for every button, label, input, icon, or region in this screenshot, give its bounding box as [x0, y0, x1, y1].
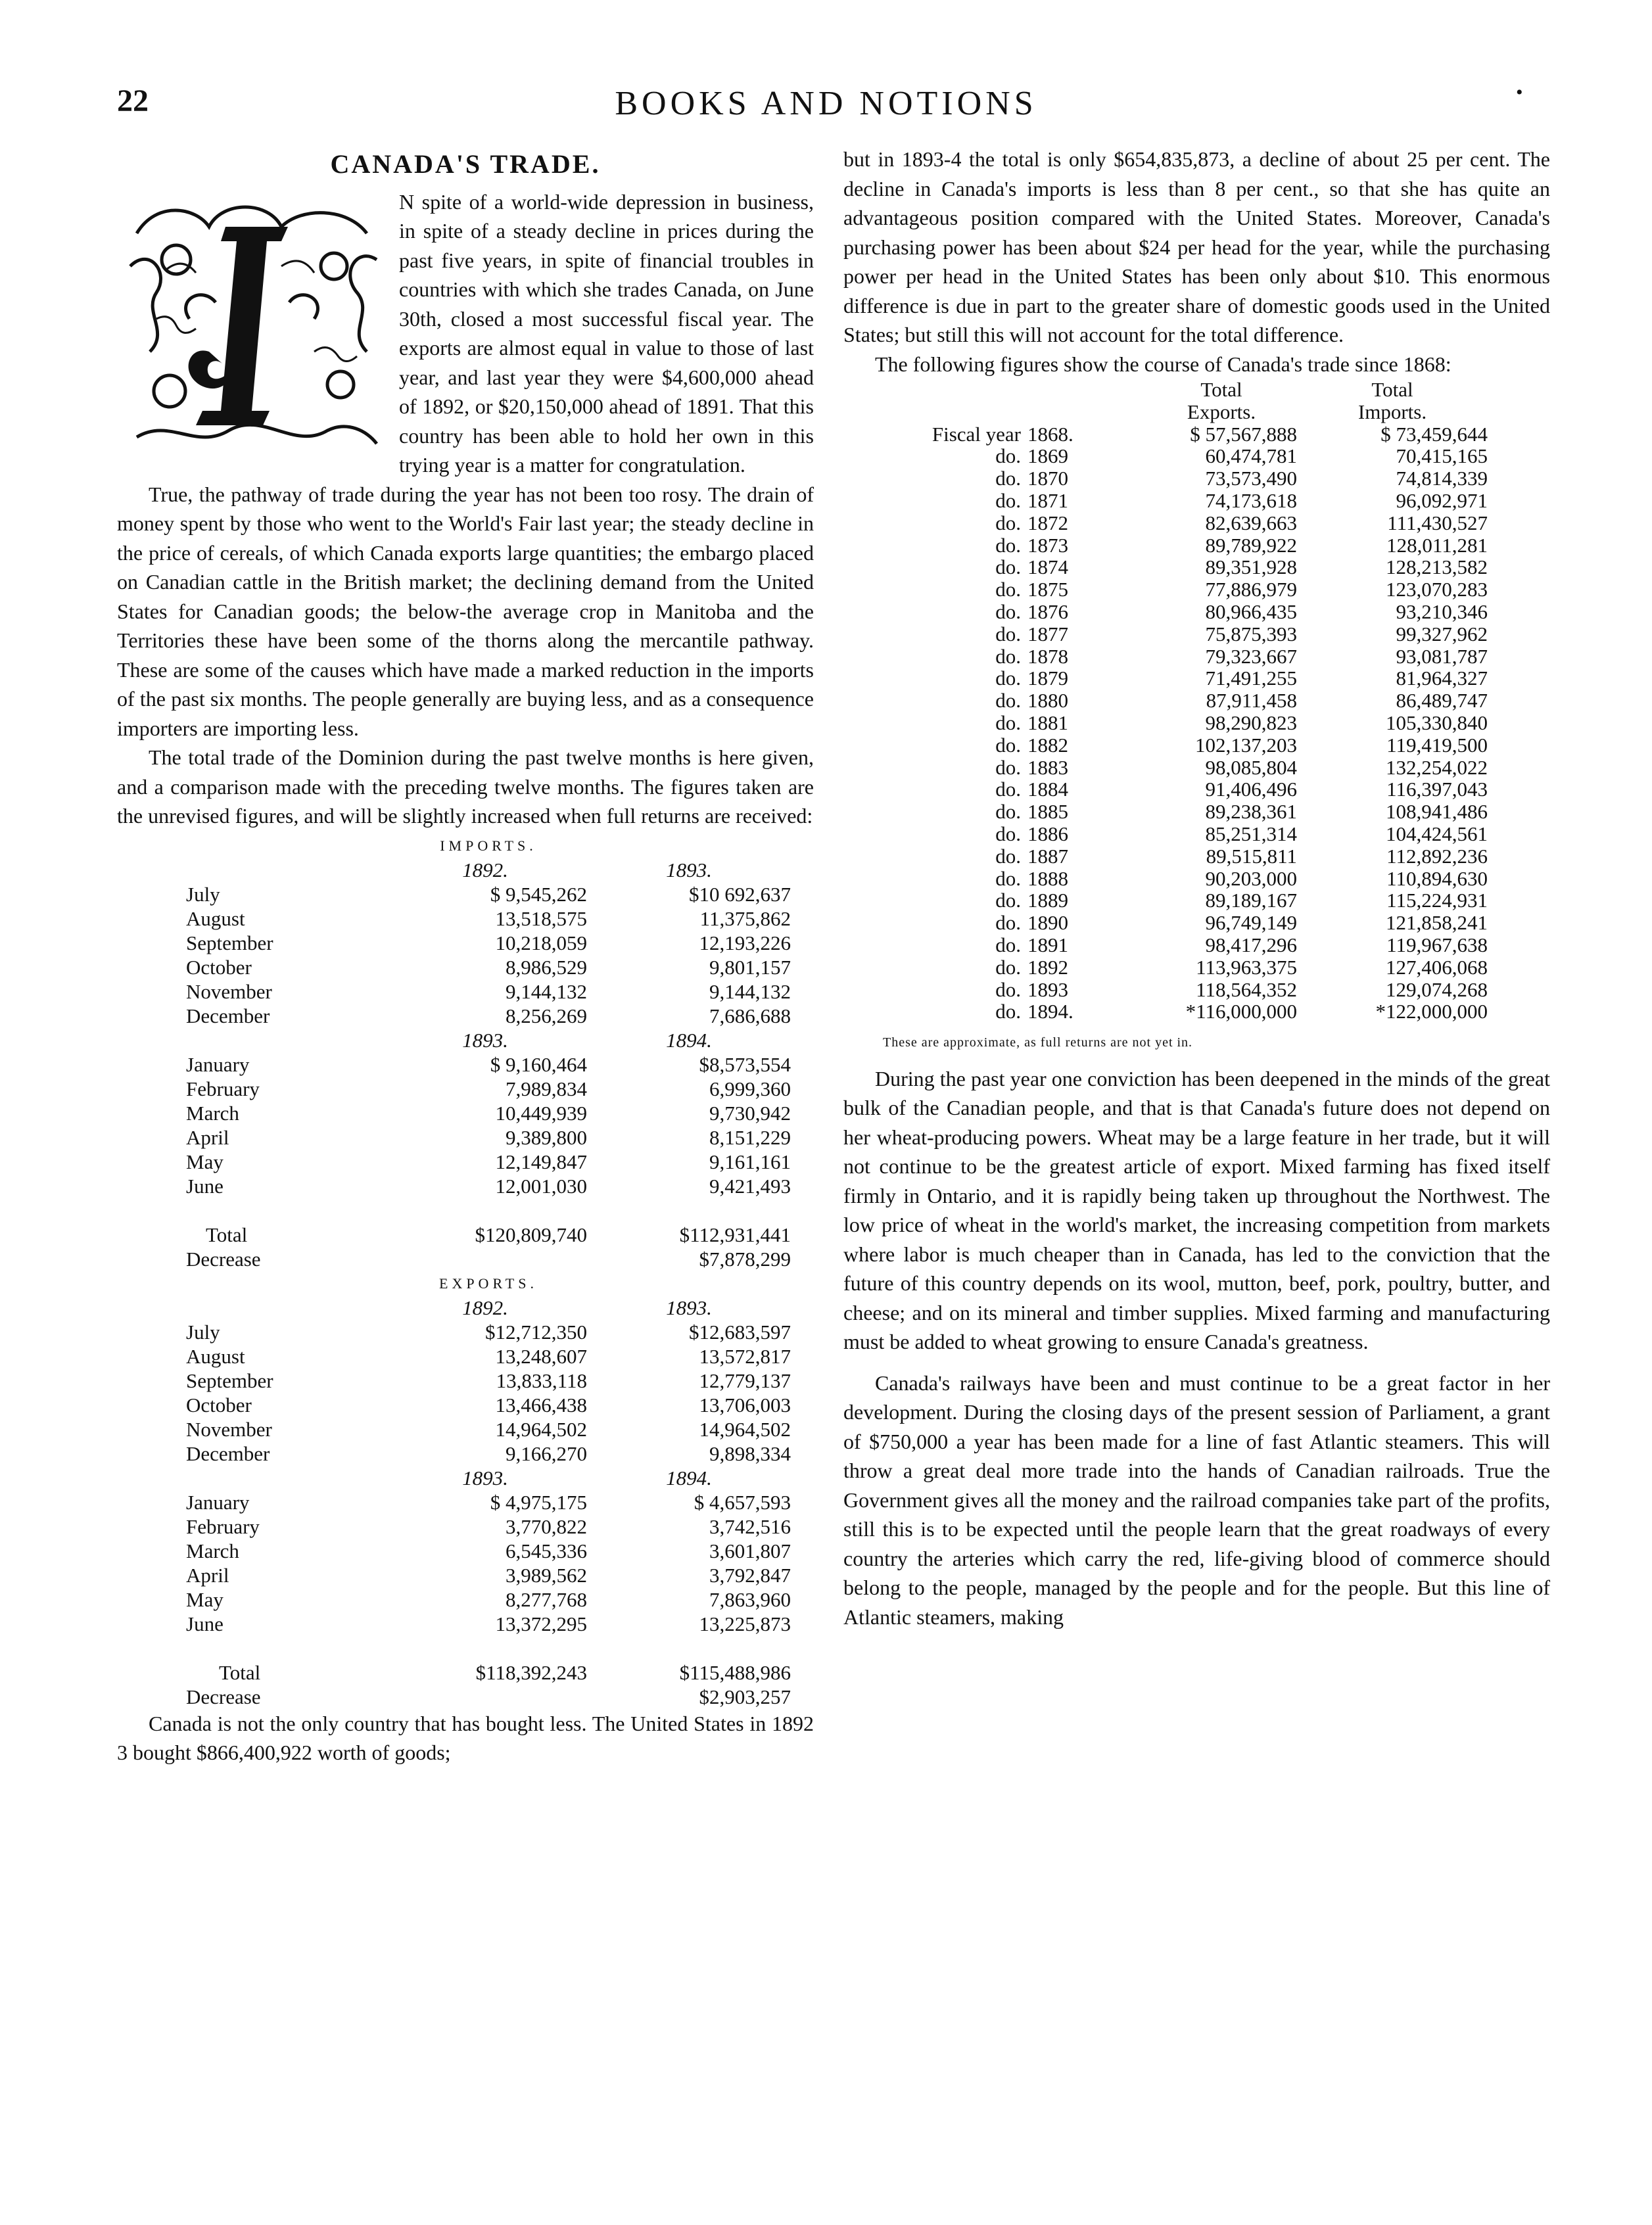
- year-label: 1892.: [462, 858, 508, 881]
- row-label: do.: [995, 533, 1021, 557]
- exports-value: 73,573,490: [1205, 467, 1297, 490]
- header-mark: •: [1516, 82, 1523, 103]
- row-label: do.: [995, 778, 1021, 801]
- fiscal-year: 1887: [1027, 844, 1068, 868]
- imports-value: 70,415,165: [1396, 444, 1488, 468]
- table-row: February 7,989,834 6,999,360: [186, 1077, 791, 1100]
- fiscal-year: 1882: [1027, 733, 1068, 757]
- imports-value: 119,419,500: [1386, 733, 1488, 757]
- fiscal-year: 1893: [1027, 977, 1068, 1001]
- table-row: [896, 845, 1488, 868]
- imports-value: 96,092,971: [1396, 488, 1488, 512]
- year-label: 1892.: [462, 1296, 508, 1319]
- paragraph-railways: Canada's railways have been and must continue to be a great factor in her development. During the closing days of the present session of Parliament, a grant of $750,000 a year has been made for a line of fast Atlantic steamers. This will throw a great deal more trade into the hands of Canadian railroads. True the Government gives all the money and the railroad companies take part of the profits, still this is to be expected until the people learn that the great roadways of every country the arteries which carry the red, life-giving blood of commerce should belong to the people, managed by the people and for the people. But this line of Atlantic steamers, making: [843, 1370, 1550, 1629]
- total-row: Total $118,392,243 $115,488,986: [219, 1660, 791, 1684]
- paragraph-total-trade: The total trade of the Dominion during the past twelve months is here given, and a comparison made with the preceding twelve months. The figures taken are the unrevised figures, and will be slightly increased when full returns are received:: [117, 745, 814, 828]
- table-row: October 13,466,438 13,706,003: [186, 1393, 791, 1417]
- row-label: do.: [995, 844, 1021, 868]
- imports-value: 93,210,346: [1396, 599, 1488, 623]
- imports-value: 93,081,787: [1396, 644, 1488, 668]
- table-row: [896, 512, 1488, 534]
- imports-value: 81,964,327: [1396, 667, 1488, 690]
- exports-value: 98,085,804: [1205, 755, 1297, 779]
- table-row: September 10,218,059 12,193,226: [186, 931, 791, 954]
- imports-value: 128,011,281: [1386, 533, 1488, 557]
- fiscal-year: 1883: [1027, 755, 1068, 779]
- fiscal-year: 1869: [1027, 444, 1068, 468]
- fiscal-table: [896, 379, 1488, 1023]
- exports-value: 71,491,255: [1205, 667, 1297, 690]
- table-row: [896, 645, 1488, 668]
- exports-value: 82,639,663: [1205, 511, 1297, 534]
- page-header: [0, 79, 1652, 138]
- imports-value: 128,213,582: [1386, 555, 1488, 579]
- left-column: [117, 145, 814, 1768]
- table-row: [896, 778, 1488, 801]
- footnote: These are approximate, as full returns are not yet in.: [883, 1035, 1193, 1050]
- fiscal-year: 1894.: [1027, 1000, 1074, 1023]
- exports-value: 60,474,781: [1205, 444, 1297, 468]
- table-row: [896, 712, 1488, 734]
- row-label: do.: [995, 955, 1021, 979]
- exports-value: 80,966,435: [1205, 599, 1297, 623]
- row-label: do.: [995, 689, 1021, 713]
- row-label: do.: [995, 667, 1021, 690]
- column-header-imports: Imports.: [1357, 400, 1427, 423]
- paragraph-not-only-country: Canada is not the only country that has bought less. The United States in 1892 3 bought $866,400,922 worth of goods;: [117, 1711, 814, 1764]
- fiscal-year: 1874: [1027, 555, 1068, 579]
- imports-value: 121,858,241: [1386, 911, 1488, 935]
- fiscal-year: 1884: [1027, 778, 1068, 801]
- table-row: [896, 578, 1488, 601]
- exports-value: 118,564,352: [1196, 977, 1297, 1001]
- year-label: 1893.: [666, 858, 712, 881]
- imports-value: 112,892,236: [1386, 844, 1488, 868]
- exports-value: 102,137,203: [1195, 733, 1297, 757]
- table-row: [896, 734, 1488, 757]
- fiscal-year: 1875: [1027, 578, 1068, 601]
- table-row: [896, 601, 1488, 623]
- row-label: do.: [995, 1000, 1021, 1023]
- fiscal-year: 1888: [1027, 866, 1068, 890]
- imports-value: 110,894,630: [1386, 866, 1488, 890]
- table-row: [896, 490, 1488, 512]
- imports-heading: IMPORTS.: [440, 837, 537, 854]
- table-row: [896, 757, 1488, 779]
- imports-value: 86,489,747: [1396, 689, 1488, 713]
- fiscal-year: 1871: [1027, 488, 1068, 512]
- row-label: do.: [995, 755, 1021, 779]
- row-label: do.: [995, 467, 1021, 490]
- year-label: 1894.: [666, 1466, 712, 1489]
- intro-paragraph: N spite of a world-wide depression in business, in spite of a steady decline in prices during the past five years, in spite of financial troubles in countries with which she trades Canada, on June 30th, closed a most successful fiscal year. The exports are almost equal in value to those of last year, and last year they were $4,600,000 ahead of 1892, or $20,150,000 ahead of 1891. That this country has been able to hold her own in this trying year is a matter for congratulation.: [399, 189, 814, 477]
- row-label: do.: [995, 866, 1021, 890]
- imports-value: 108,941,486: [1386, 800, 1488, 824]
- exports-value: 74,173,618: [1205, 488, 1297, 512]
- table-row: July $ 9,545,262 $10 692,637: [186, 882, 791, 906]
- table-row: [896, 889, 1488, 912]
- exports-value: 96,749,149: [1205, 911, 1297, 935]
- fiscal-year: 1873: [1027, 533, 1068, 557]
- table-row: July $12,712,350 $12,683,597: [186, 1320, 791, 1344]
- imports-table: [186, 833, 791, 1271]
- imports-value: 132,254,022: [1386, 755, 1488, 779]
- row-label: do.: [995, 644, 1021, 668]
- exports-value: 89,789,922: [1205, 533, 1297, 557]
- imports-value: 116,397,043: [1386, 778, 1488, 801]
- fiscal-year: 1890: [1027, 911, 1068, 935]
- fiscal-year: 1879: [1027, 667, 1068, 690]
- imports-value: 127,406,068: [1386, 955, 1488, 979]
- row-label: do.: [995, 733, 1021, 757]
- imports-value: 119,967,638: [1386, 933, 1488, 956]
- table-row: [896, 467, 1488, 490]
- exports-value: 79,323,667: [1205, 644, 1297, 668]
- fiscal-year: 1889: [1027, 889, 1068, 912]
- paragraph-conviction: During the past year one conviction has been deepened in the minds of the great bulk of the Canadian people, and that is that Canada's future does not depend on her wheat-producing powers. Wheat may be a large feature in her trade, but it will not continue to be the greatest article of export. Mixed farming has fixed itself firmly in Ontario, and it is rapidly being taken up throughout the Northwest. The low price of wheat in the world's market, the increasing competition from markets where labor is much cheaper than in Canada, has led to the conviction that the future of this country depends on its wool, mutton, beef, pork, poultry, butter, and cheese; and on its mineral and timber supplies. Mixed farming and manufacturing must be added to wheat growing to ensure Canada's greatness.: [843, 1066, 1550, 1354]
- right-column: [843, 145, 1550, 1631]
- paragraph-figures-intro: The following figures show the course of Canada's trade since 1868:: [875, 352, 1451, 376]
- exports-value: 85,251,314: [1205, 822, 1297, 845]
- total-row: Total $120,809,740 $112,931,441: [206, 1223, 791, 1246]
- exports-value: 113,963,375: [1196, 955, 1297, 979]
- intro-block: [117, 187, 814, 480]
- row-label: Fiscal year: [932, 422, 1021, 446]
- fiscal-year: 1877: [1027, 622, 1068, 645]
- table-row: August 13,518,575 11,375,862: [186, 906, 791, 930]
- imports-value: 129,074,268: [1386, 977, 1488, 1001]
- table-row: March 10,449,939 9,730,942: [186, 1101, 791, 1125]
- table-row: [896, 534, 1488, 557]
- row-label: do.: [995, 800, 1021, 824]
- year-label: 1893.: [462, 1028, 508, 1052]
- exports-value: 89,189,167: [1205, 889, 1297, 912]
- column-header-exports: Total: [1200, 378, 1242, 401]
- table-row: [896, 934, 1488, 956]
- fiscal-year: 1886: [1027, 822, 1068, 845]
- table-row: [896, 956, 1488, 979]
- exports-value: 89,351,928: [1205, 555, 1297, 579]
- table-row: September 13,833,118 12,779,137: [186, 1369, 791, 1392]
- table-row: [896, 690, 1488, 712]
- year-label: 1893.: [666, 1296, 712, 1319]
- imports-value: 123,070,283: [1386, 578, 1488, 601]
- article-title: CANADA'S TRADE.: [330, 149, 601, 179]
- imports-value: 74,814,339: [1396, 467, 1488, 490]
- table-row: March 6,545,336 3,601,807: [186, 1539, 791, 1562]
- table-row: May 12,149,847 9,161,161: [186, 1150, 791, 1173]
- fiscal-year: 1872: [1027, 511, 1068, 534]
- row-label: do.: [995, 822, 1021, 845]
- table-row: [896, 423, 1488, 446]
- exports-value: 75,875,393: [1205, 622, 1297, 645]
- exports-value: 89,515,811: [1206, 844, 1297, 868]
- imports-value: 105,330,840: [1386, 711, 1488, 734]
- row-label: do.: [995, 889, 1021, 912]
- fiscal-year: 1880: [1027, 689, 1068, 713]
- paragraph-continued: but in 1893-4 the total is only $654,835,873, a decline of about 25 per cent. The decline in Canada's imports is less than 8 per cent., so that she has quite an advantageous position compared with the United States. Moreover, Canada's purchasing power has been about $24 per head for the year, while the purchasing power per head in the United States has been only about $10. This enormous difference is due in part to the greater share of domestic goods used in the United States; but still this will not account for the total difference.: [843, 147, 1550, 346]
- table-row: November 14,964,502 14,964,502: [186, 1417, 791, 1441]
- table-row: April 3,989,562 3,792,847: [186, 1563, 791, 1587]
- row-label: do.: [995, 711, 1021, 734]
- row-label: do.: [995, 555, 1021, 579]
- table-row: January $ 9,160,464 $8,573,554: [186, 1052, 791, 1076]
- table-row: June 13,372,295 13,225,873: [186, 1612, 791, 1635]
- fiscal-year: 1892: [1027, 955, 1068, 979]
- fiscal-year: 1891: [1027, 933, 1068, 956]
- imports-value: 115,224,931: [1386, 889, 1488, 912]
- running-title: BOOKS AND NOTIONS: [615, 85, 1037, 122]
- exports-value: *116,000,000: [1185, 1000, 1297, 1023]
- table-row: [896, 667, 1488, 690]
- table-row: [896, 556, 1488, 578]
- table-row: [896, 1000, 1488, 1023]
- table-row: [896, 979, 1488, 1001]
- imports-value: 99,327,962: [1396, 622, 1488, 645]
- table-row: August 13,248,607 13,572,817: [186, 1344, 791, 1368]
- column-header-exports: Exports.: [1187, 400, 1256, 423]
- column-header-imports: Total: [1371, 378, 1413, 401]
- decrease-row: Decrease $7,878,299: [186, 1247, 791, 1271]
- table-row: November 9,144,132 9,144,132: [186, 979, 791, 1003]
- fiscal-year: 1881: [1027, 711, 1068, 734]
- table-row: [896, 445, 1488, 467]
- table-row: April 9,389,800 8,151,229: [186, 1125, 791, 1149]
- fiscal-year: 1878: [1027, 644, 1068, 668]
- row-label: do.: [995, 511, 1021, 534]
- year-label: 1893.: [462, 1466, 508, 1489]
- table-row: [896, 868, 1488, 890]
- exports-value: 89,238,361: [1205, 800, 1297, 824]
- table-row: December 8,256,269 7,686,688: [186, 1004, 791, 1027]
- imports-value: 111,430,527: [1387, 511, 1488, 534]
- table-row: February 3,770,822 3,742,516: [186, 1514, 791, 1538]
- year-label: 1894.: [666, 1028, 712, 1052]
- table-row: [896, 623, 1488, 645]
- exports-table: [186, 1271, 791, 1709]
- row-label: do.: [995, 933, 1021, 956]
- ornamental-initial-i-icon: [117, 187, 390, 463]
- imports-value: $ 73,459,644: [1381, 422, 1488, 446]
- row-label: do.: [995, 444, 1021, 468]
- exports-value: 91,406,496: [1205, 778, 1297, 801]
- decrease-row: Decrease $2,903,257: [186, 1685, 791, 1708]
- row-label: do.: [995, 599, 1021, 623]
- row-label: do.: [995, 622, 1021, 645]
- exports-value: 98,417,296: [1205, 933, 1297, 956]
- fiscal-year: 1868.: [1027, 422, 1074, 446]
- exports-value: 98,290,823: [1205, 711, 1297, 734]
- table-row: [896, 801, 1488, 823]
- table-row: October 8,986,529 9,801,157: [186, 955, 791, 979]
- fiscal-year: 1870: [1027, 467, 1068, 490]
- fiscal-rows: [896, 423, 1488, 1023]
- row-label: do.: [995, 911, 1021, 935]
- imports-value: *122,000,000: [1375, 1000, 1488, 1023]
- table-row: December 9,166,270 9,898,334: [186, 1441, 791, 1465]
- table-row: June 12,001,030 9,421,493: [186, 1174, 791, 1198]
- table-row: January $ 4,975,175 $ 4,657,593: [186, 1490, 791, 1514]
- exports-value: $ 57,567,888: [1190, 422, 1297, 446]
- fiscal-year: 1876: [1027, 599, 1068, 623]
- table-row: [896, 912, 1488, 934]
- table-row: May 8,277,768 7,863,960: [186, 1587, 791, 1611]
- imports-value: 104,424,561: [1386, 822, 1488, 845]
- exports-heading: EXPORTS.: [439, 1275, 538, 1292]
- row-label: do.: [995, 578, 1021, 601]
- row-label: do.: [995, 488, 1021, 512]
- paragraph-pathway: True, the pathway of trade during the year has not been too rosy. The drain of money spent by those who went to the World's Fair last year; the steady decline in the price of cereals, of which Canada exports large quantities; the embargo placed on Canadian cattle in the British market; the declining demand from the United States for Canadian goods; the below-the average crop in Manitoba and the Territories these have been some of the thorns along the mercantile pathway. These are some of the causes which have made a marked reduction in the imports of the past six months. The people generally are buying less, and as a consequence importers are importing less.: [117, 482, 814, 740]
- table-row: [896, 823, 1488, 845]
- row-label: do.: [995, 977, 1021, 1001]
- exports-value: 87,911,458: [1206, 689, 1297, 713]
- exports-value: 77,886,979: [1205, 578, 1297, 601]
- fiscal-year: 1885: [1027, 800, 1068, 824]
- page-number: 22: [117, 83, 149, 118]
- exports-value: 90,203,000: [1205, 866, 1297, 890]
